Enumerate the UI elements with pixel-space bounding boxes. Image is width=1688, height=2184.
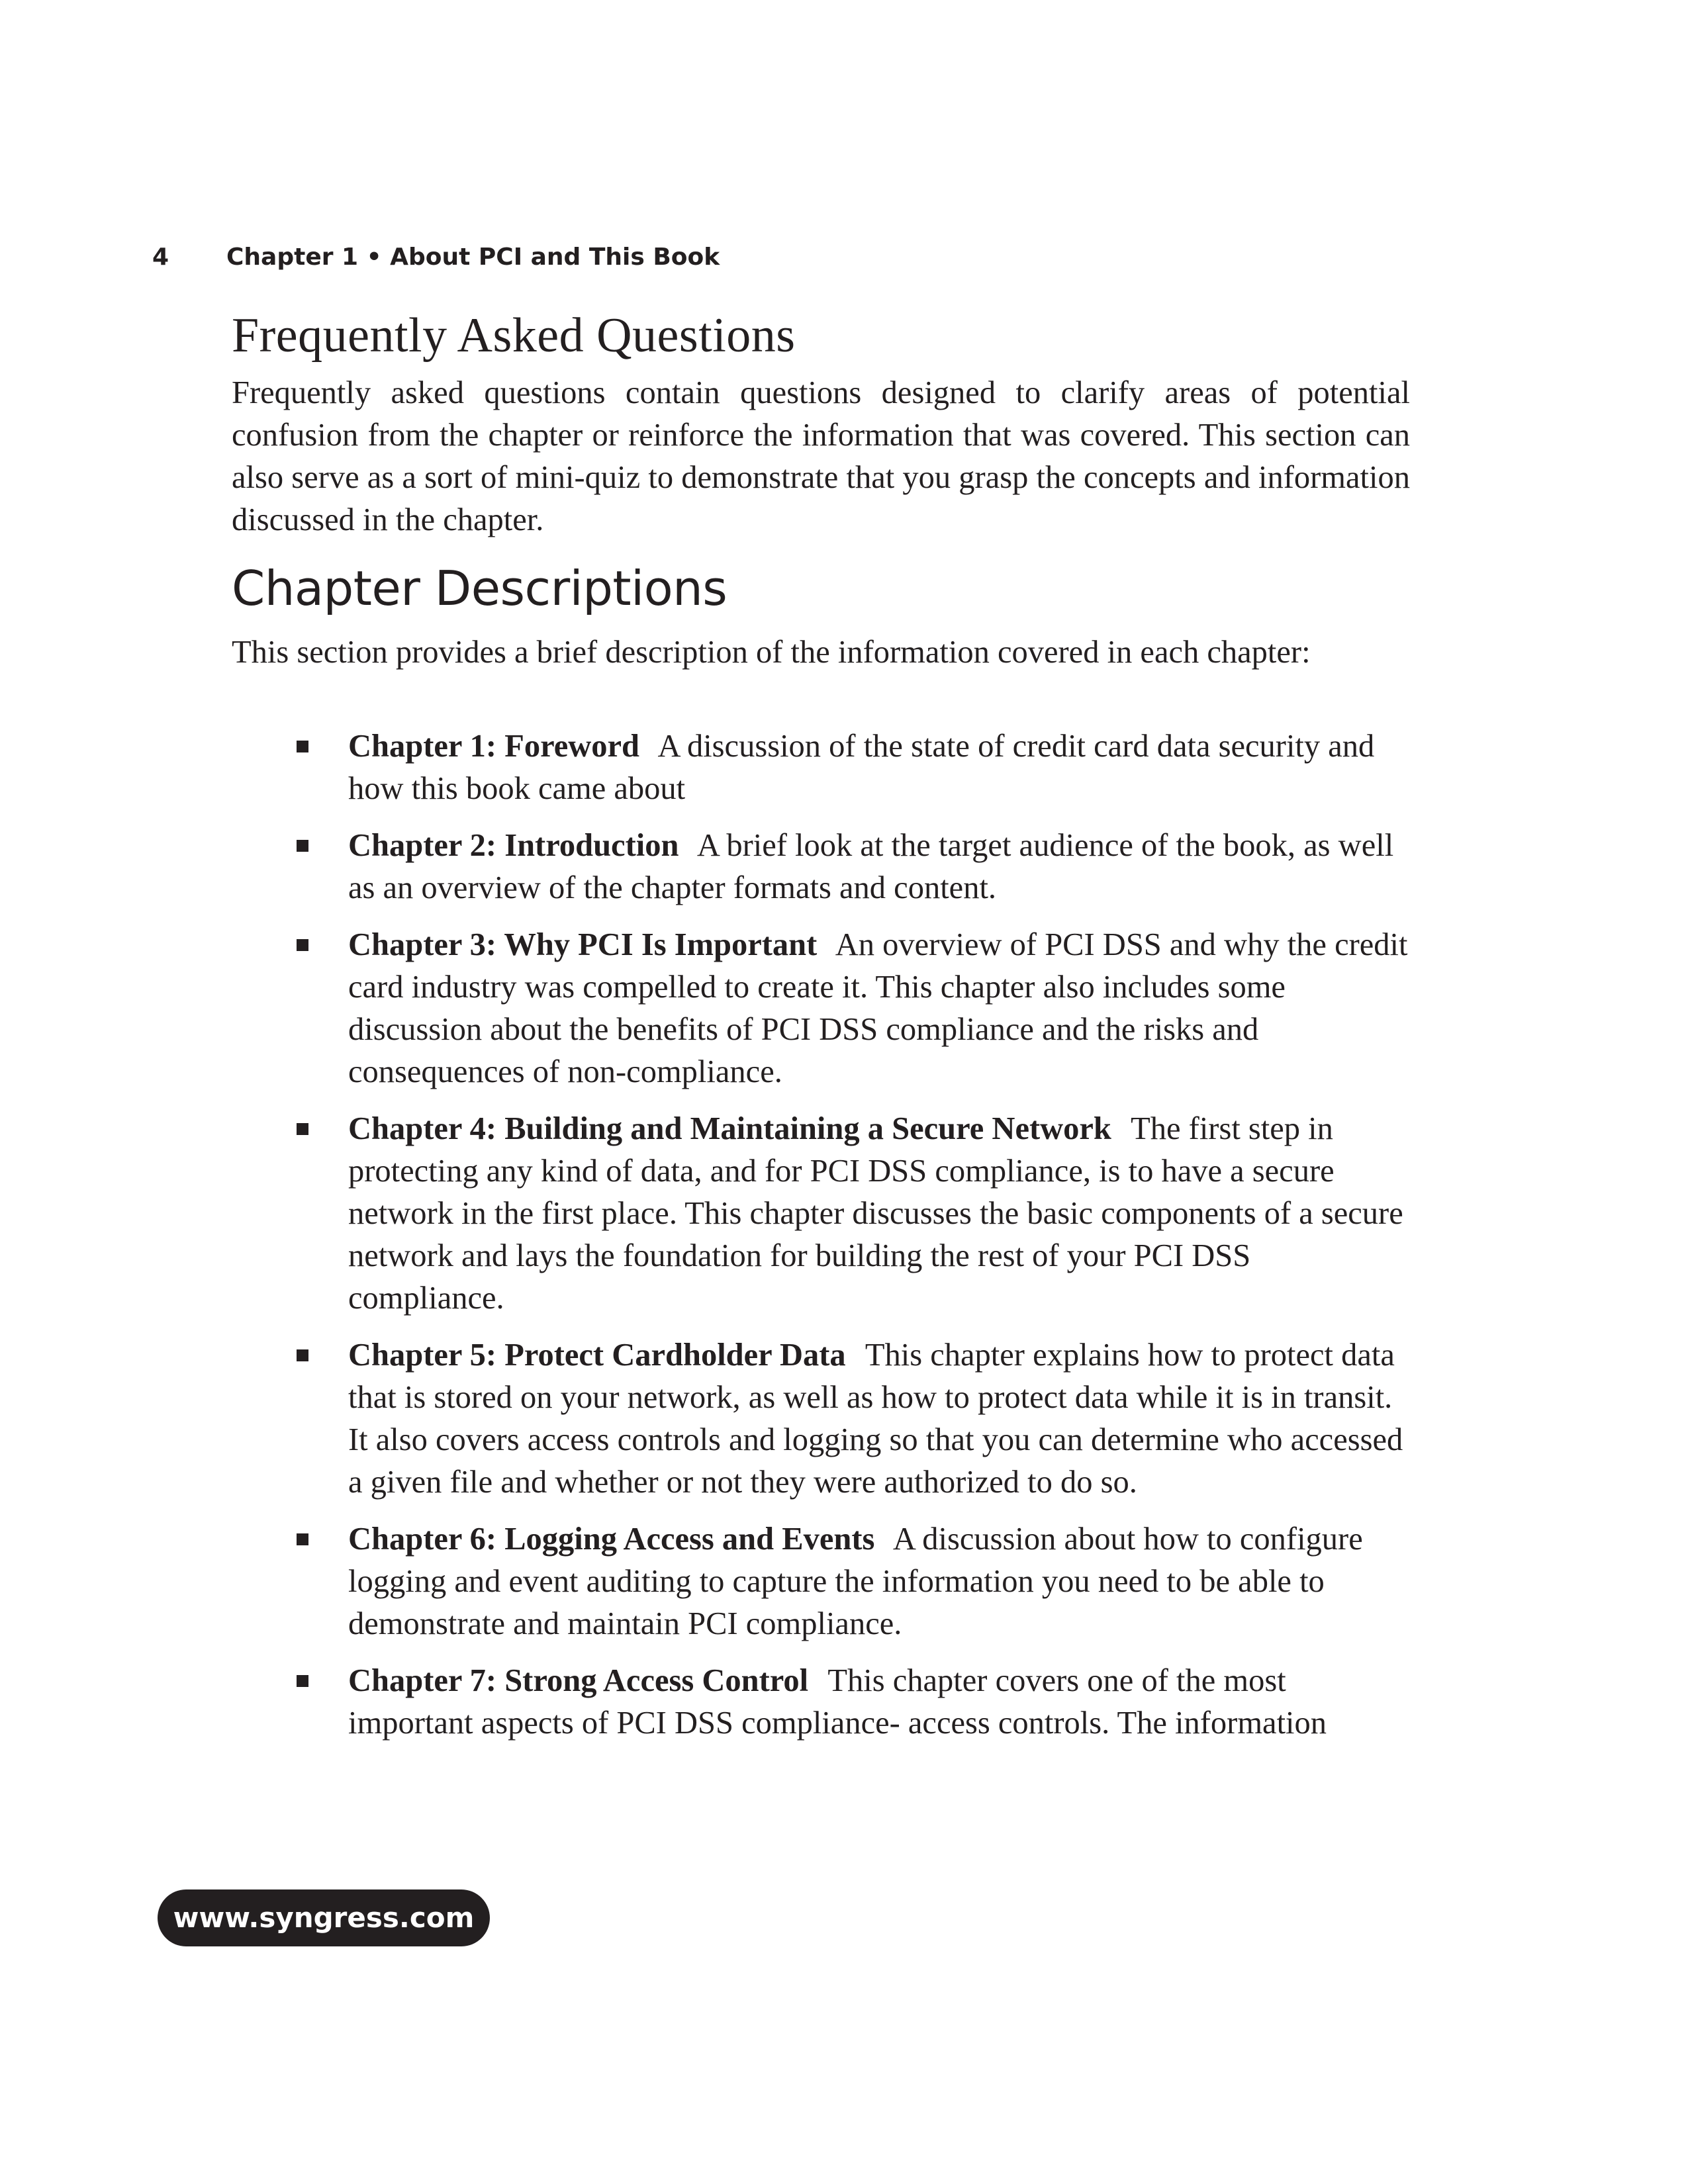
chapter-item-text: The first step in protecting any kind of data, and for PCI DSS compliance, is to have a secure network in the first place. This chapter discusses the basic components of a secure network and lays the foundation for building the rest of your PCI DSS compliance. <box>348 1111 1403 1316</box>
square-bullet-icon <box>297 1349 308 1361</box>
website-badge: www.syngress.com <box>158 1889 490 1946</box>
faq-paragraph: Frequently asked questions contain questions designed to clarify areas of potential confusion from the chapter or reinforce the information that was covered. This section can also serve as a sort of mini-quiz to demonstrate that you grasp the concepts and information discussed in the chapter. <box>232 375 1410 537</box>
faq-heading: Frequently Asked Questions <box>232 308 796 363</box>
square-bullet-icon <box>297 840 308 852</box>
chapter-item-title: Chapter 2: Introduction <box>348 828 679 863</box>
chapter-item-title: Chapter 6: Logging Access and Events <box>348 1522 875 1557</box>
page-number: 4 <box>152 244 169 271</box>
running-title: Chapter 1 • About PCI and This Book <box>226 244 720 271</box>
chapter-item-7 <box>348 1660 1410 1745</box>
chapter-item-text: A discussion of the state of credit card data security and how this book came about <box>348 729 1375 806</box>
chapter-item-title: Chapter 5: Protect Cardholder Data <box>348 1338 846 1373</box>
square-bullet-icon <box>297 1675 308 1687</box>
chapter-item-6 <box>348 1518 1410 1645</box>
chapter-item-4 <box>348 1108 1410 1320</box>
chapter-list <box>232 725 1410 1745</box>
square-bullet-icon <box>297 1533 308 1545</box>
chapter-descriptions-heading: Chapter Descriptions <box>232 561 727 616</box>
chapter-item-title: Chapter 3: Why PCI Is Important <box>348 927 818 962</box>
chapter-item-text: A brief look at the target audience of the book, as well as an overview of the chapter formats and content. <box>348 828 1394 905</box>
chapter-item-title: Chapter 7: Strong Access Control <box>348 1663 809 1698</box>
chapter-item-3 <box>348 924 1410 1093</box>
chapter-item-text: A discussion about how to configure logging and event auditing to capture the information you need to be able to demonstrate and maintain PCI compliance. <box>348 1522 1363 1641</box>
chapter-descriptions-intro: This section provides a brief description of the information covered in each chapter: <box>232 635 1311 670</box>
chapter-item-1 <box>348 725 1410 810</box>
chapter-item-title: Chapter 1: Foreword <box>348 729 640 764</box>
square-bullet-icon <box>297 741 308 752</box>
chapter-item-title: Chapter 4: Building and Maintaining a Secure Network <box>348 1111 1111 1146</box>
square-bullet-icon <box>297 939 308 951</box>
chapter-item-5 <box>348 1334 1410 1504</box>
page-content <box>232 306 1410 1759</box>
square-bullet-icon <box>297 1123 308 1135</box>
running-head <box>152 242 720 273</box>
chapter-item-text: This chapter covers one of the most important aspects of PCI DSS compliance- access controls. The information <box>348 1663 1327 1741</box>
chapter-item-2 <box>348 825 1410 909</box>
chapter-item-text: This chapter explains how to protect data that is stored on your network, as well as how to protect data while it is in transit. It also covers access controls and logging so that you can determine who accessed a given file and whether or not they were authorized to do so. <box>348 1338 1403 1500</box>
chapter-item-text: An overview of PCI DSS and why the credit card industry was compelled to create it. This chapter also includes some discussion about the benefits of PCI DSS compliance and the risks and consequences of non-compliance. <box>348 927 1408 1089</box>
